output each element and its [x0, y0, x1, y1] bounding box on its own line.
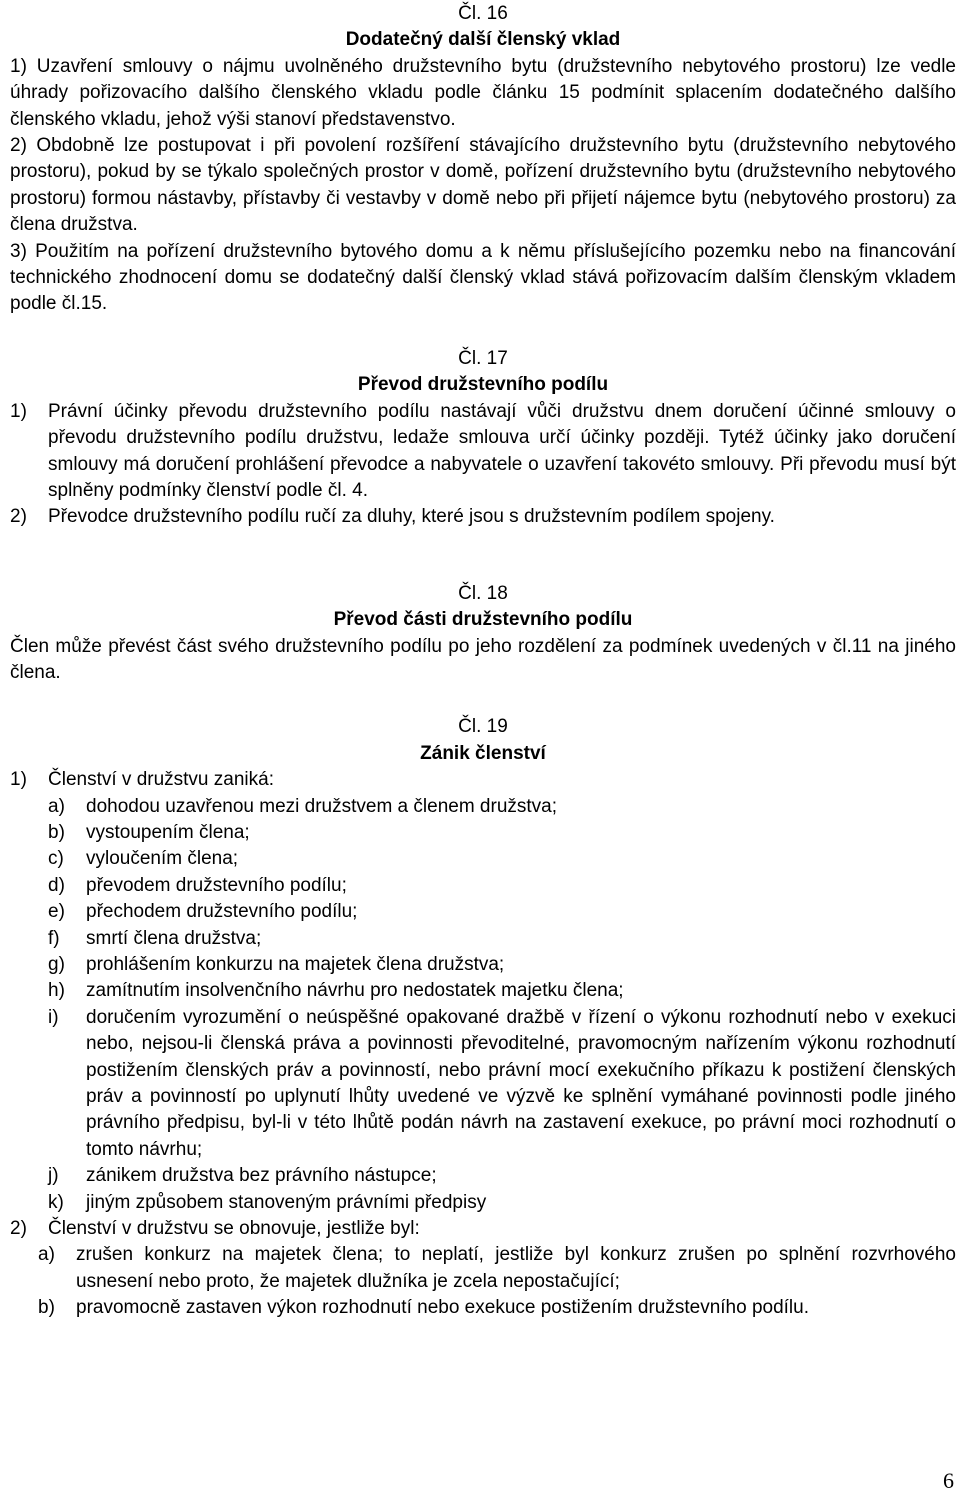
list-item [10, 1295, 956, 1321]
item-label: 2) [10, 1218, 27, 1240]
list-item [10, 899, 956, 925]
article-16-title: Dodatečný další členský vklad [345, 29, 621, 51]
document-page [10, 0, 956, 1322]
article-19-item-1 [10, 767, 956, 793]
article-17-number: Čl. 17 [458, 347, 508, 369]
item-label: j) [48, 1165, 59, 1187]
item-label: c) [48, 848, 64, 870]
item-text: vystoupením člena; [86, 821, 250, 843]
item-label: b) [48, 821, 65, 843]
article-18-title: Převod části družstevního podílu [333, 609, 633, 631]
item-label: i) [48, 1006, 59, 1028]
item-text: Právní účinky převodu družstevního podílu nastávají vůči družstvu dnem doručení účinné smlouvy o převodu družstevního podílu družstvu, ledaže smlouva určí účinky později. Tytéž účinky jako doručení smlouvy má doručení prohlášení převodce a nabyvatele o uzavření takovéto smlouvy. Při převodu musí být splněny podmínky členství podle čl. 4. [48, 400, 956, 501]
item-text: prohlášením konkurzu na majetek člena družstva; [86, 954, 505, 975]
list-item [10, 926, 956, 952]
item-label: a) [48, 795, 65, 817]
item-text: zrušen konkurz na majetek člena; to neplatí, jestliže byl konkurz zrušen po splnění rozvrhového usnesení nebo proto, že majetek dlužníka je zcela nepostačující; [76, 1244, 956, 1292]
item-text: zánikem družstva bez právního nástupce; [86, 1165, 437, 1187]
item-text: zamítnutím insolvenčního návrhu pro nedostatek majetku člena; [86, 980, 624, 1002]
item-text: přechodem družstevního podílu; [86, 901, 358, 923]
list-item [10, 873, 956, 899]
list-item [10, 978, 956, 1004]
list-item [10, 794, 956, 820]
list-item [10, 1005, 956, 1163]
article-19-item-2 [10, 1216, 956, 1242]
item-text: dohodou uzavřenou mezi družstvem a členem družstva; [86, 795, 558, 817]
item-label: h) [48, 980, 65, 1002]
item-label: 1) [10, 769, 27, 791]
article-16-paragraph-1: 1) Uzavření smlouvy o nájmu uvolněného družstevního bytu (družstevního nebytového prostoru) lze vedle úhrady pořizovacího dalšího členského vkladu podle článku 15 podmínit splacením dodatečného dalšího členského vkladu, jehož výši stanoví představenstvo. [10, 55, 956, 130]
article-19-list-2 [10, 1242, 956, 1321]
article-19-list-1 [10, 794, 956, 1217]
article-19-title: Zánik členství [420, 742, 546, 764]
item-text: Členství v družstvu zaniká: [48, 769, 274, 791]
item-text: doručením vyrozumění o neúspěšné opakované dražbě v řízení o výkonu rozhodnutí nebo v exekuci nebo, nejsou-li členská práva a povinnosti převoditelné, pravomocným nařízením výkonu rozhodnutí postižením členských práv a povinností, nebo právní mocí exekučního příkazu k postižení členských práv a povinností po uplynutí lhůty uvedené ve výzvě ke splnění vymáhané povinnosti podle jiného právního předpisu, byl-li v této lhůtě podán návrh na zastavení exekuce, po právní moci rozhodnutí o tomto návrhu; [86, 1006, 956, 1160]
item-label: f) [48, 927, 60, 949]
item-text: jiným způsobem stanoveným právními předpisy [86, 1191, 487, 1213]
article-18-number: Čl. 18 [458, 582, 508, 604]
list-item [10, 1163, 956, 1189]
item-label: k) [48, 1191, 64, 1213]
item-text: převodem družstevního podílu; [86, 874, 347, 896]
article-17-title: Převod družstevního podílu [357, 374, 609, 396]
list-item [10, 1242, 956, 1295]
item-label: e) [48, 901, 65, 923]
list-item [10, 846, 956, 872]
article-17-item-2 [10, 504, 956, 530]
item-text: pravomocně zastaven výkon rozhodnutí nebo exekuce postižením družstevního podílu. [76, 1297, 809, 1319]
item-text: Převodce družstevního podílu ručí za dluhy, které jsou s družstevním podílem spojeny. [48, 506, 775, 528]
item-text: vyloučením člena; [86, 848, 239, 870]
page-number: 6 [943, 1468, 954, 1493]
item-label: 2) [10, 506, 27, 528]
list-item [10, 1190, 956, 1216]
article-19-number: Čl. 19 [458, 716, 508, 738]
item-text: smrtí člena družstva; [86, 927, 262, 949]
item-label: d) [48, 874, 65, 896]
item-label: 1) [10, 400, 27, 422]
article-16-paragraph-3: 3) Použitím na pořízení družstevního bytového domu a k němu příslušejícího pozemku nebo na financování technického zhodnocení domu se dodatečný další členský vklad stává pořizovacím dalším členským vkladem podle čl.15. [10, 240, 956, 315]
item-label: a) [38, 1244, 55, 1266]
article-17-item-1 [10, 399, 956, 505]
article-16-paragraph-2: 2) Obdobně lze postupovat i při povolení rozšíření stávajícího družstevního bytu (družstevního nebytového prostoru), pokud by se týkalo společných prostor v domě, pořízení družstevního bytu (družstevního nebytového prostoru) formou nástavby, přístavby či vestavby v domě nebo při přijetí nájemce bytu (nebytového prostoru) za člena družstva. [10, 135, 956, 236]
item-label: b) [38, 1297, 55, 1319]
item-label: g) [48, 954, 65, 975]
list-item [10, 820, 956, 846]
list-item [10, 952, 956, 978]
article-16-number: Čl. 16 [458, 3, 508, 24]
article-18-paragraph: Člen může převést část svého družstevního podílu po jeho rozdělení za podmínek uvedených v čl.11 na jiného člena. [10, 635, 956, 683]
item-text: Členství v družstvu se obnovuje, jestliže byl: [48, 1218, 420, 1240]
